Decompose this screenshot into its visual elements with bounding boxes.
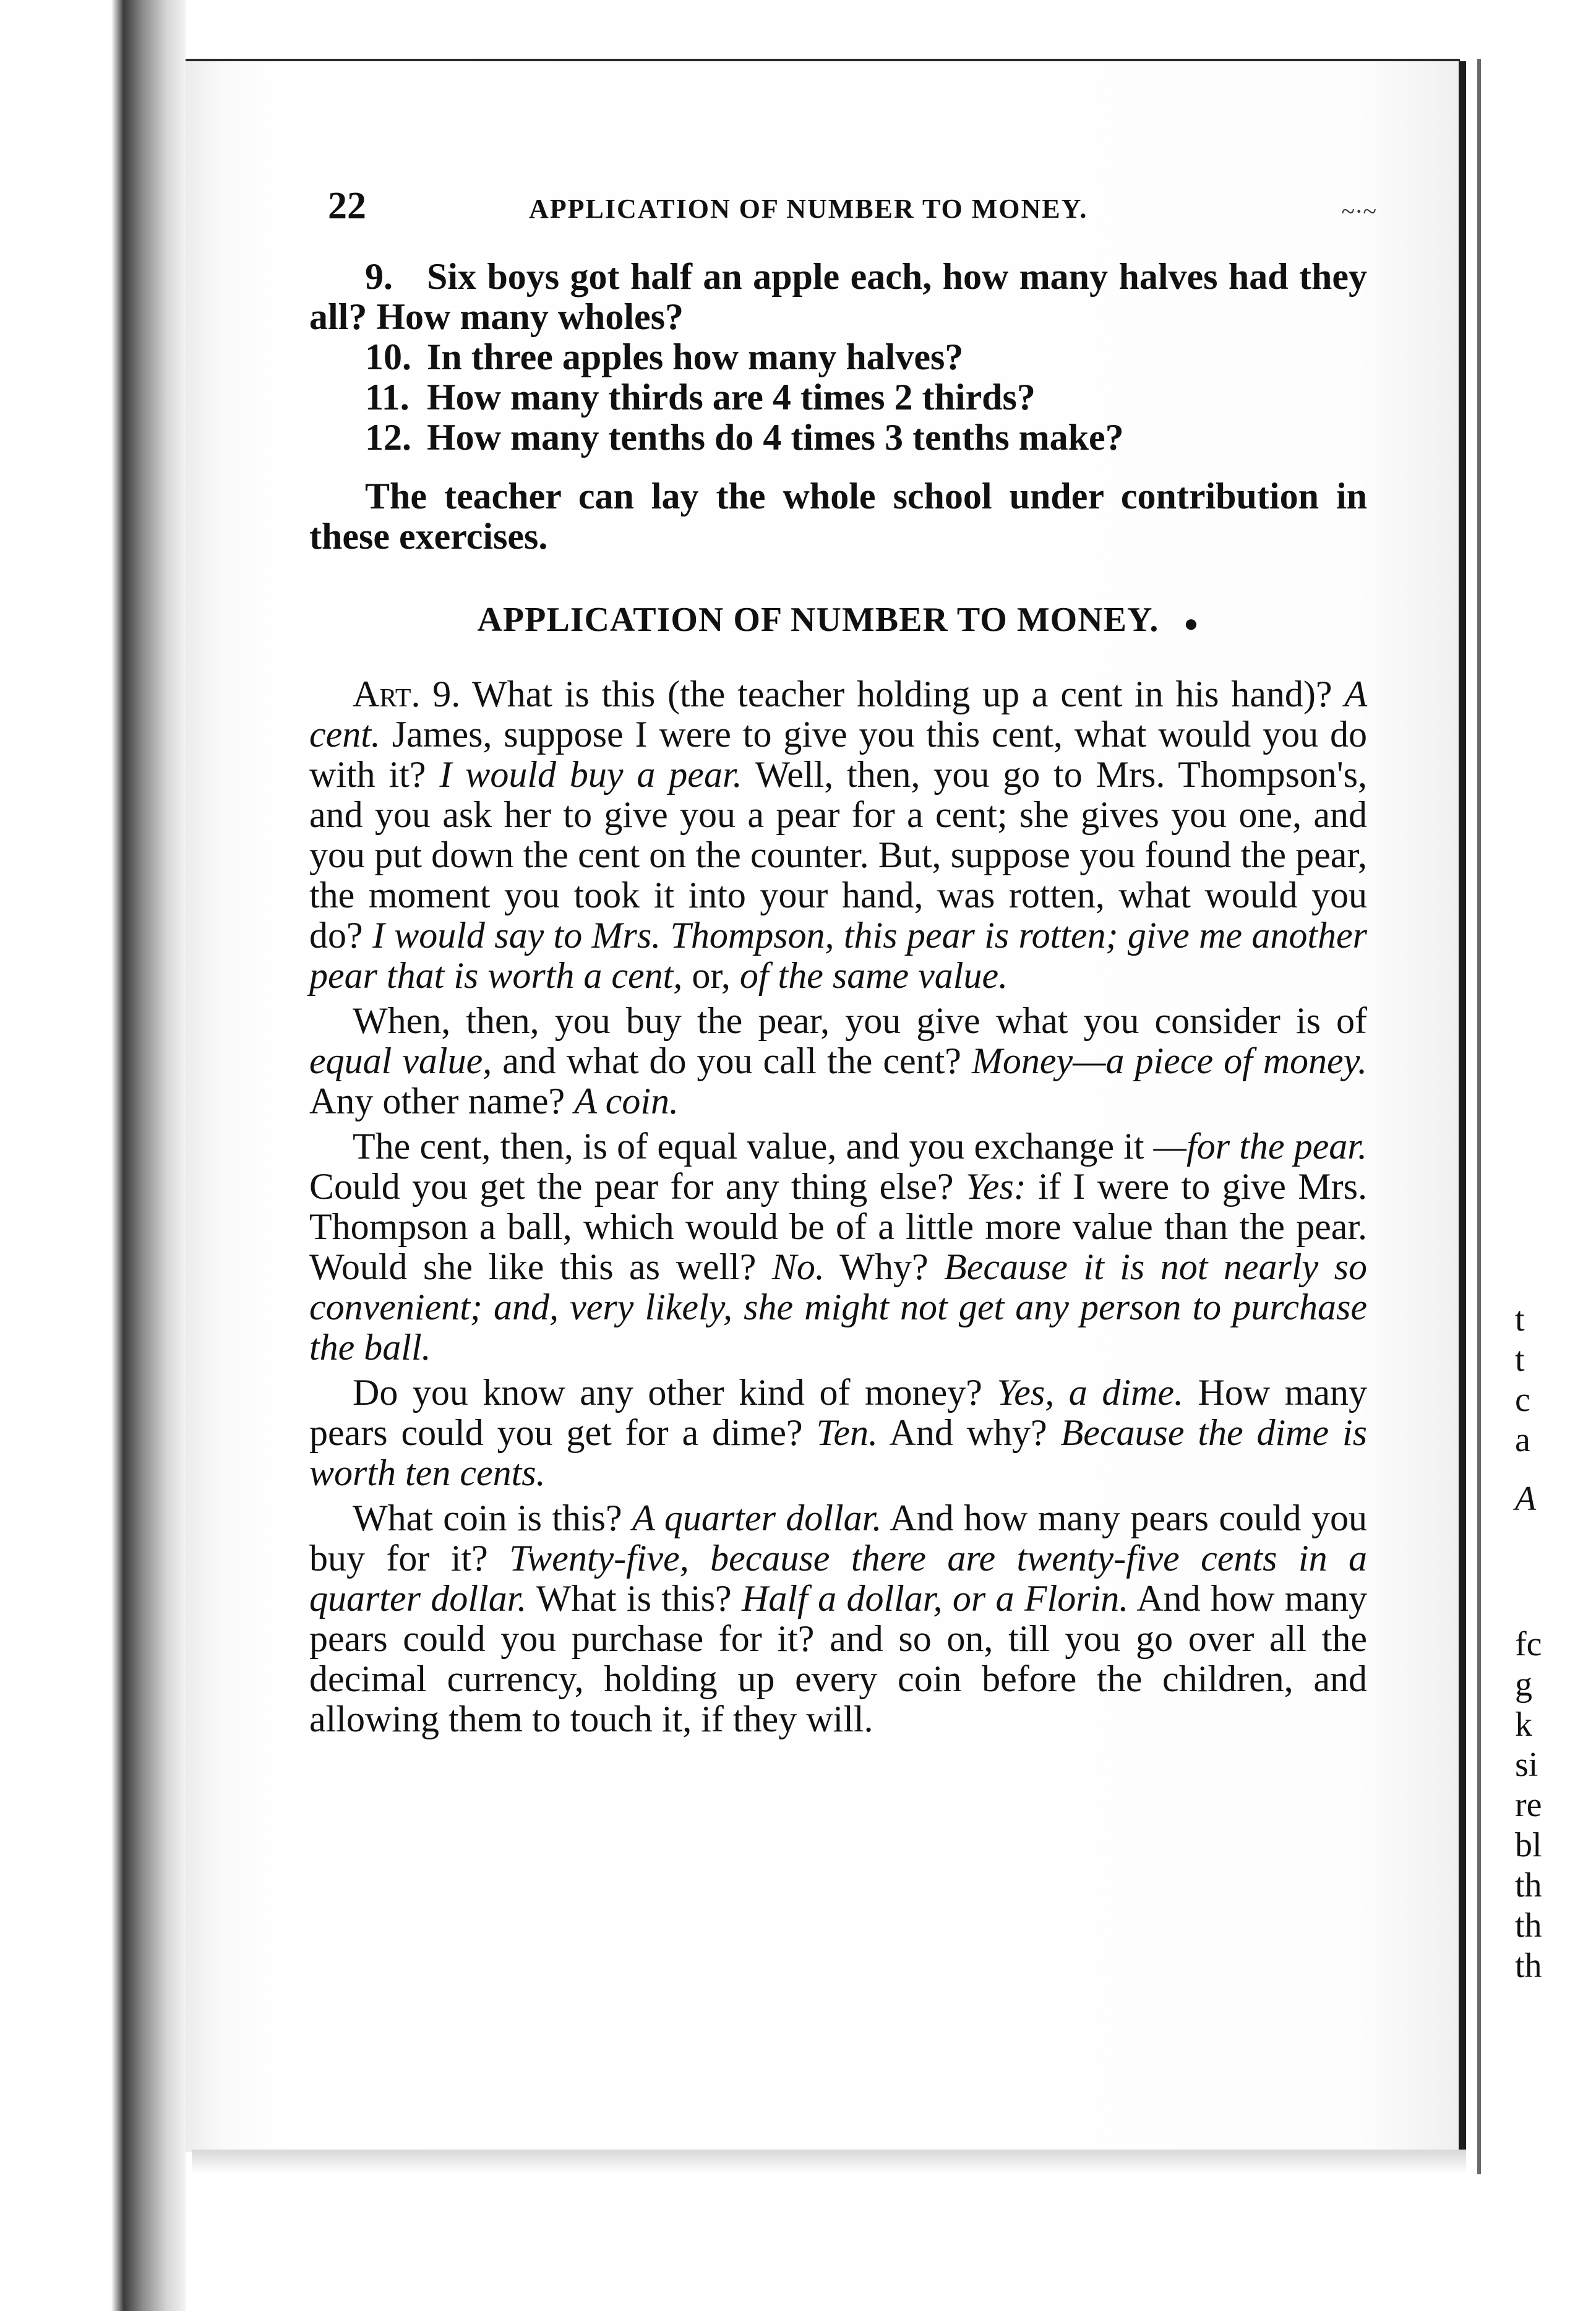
section-heading: APPLICATION OF NUMBER TO MONEY. ● — [477, 601, 1199, 639]
question-9: 9. Six boys got half an apple each, how many halves had they all? How many wholes? — [309, 256, 1367, 337]
paragraph-equal-value: When, then, you buy the pear, you give what you consider is of equal value, and what do you call the cent? Money—a piece of money. Any other name? A coin. — [309, 1000, 1368, 1121]
facing-page-char: fc — [1515, 1625, 1542, 1663]
facing-page-char: k — [1515, 1705, 1532, 1744]
running-title: APPLICATION OF NUMBER TO MONEY. — [529, 194, 1088, 224]
facing-page-char: A — [1515, 1480, 1537, 1518]
facing-page-char: g — [1515, 1665, 1532, 1704]
facing-page-char: t — [1515, 1300, 1525, 1339]
paragraph-exchange: The cent, then, is of equal value, and you exchange it —for the pear. Could you get the pear for any thing else? Yes: if I were to give Mrs. Thompson a ball, which would be of a little more value than the pear. Would she like this as well? No. Why? Because it is not nearly so convenient; and, very likely, she might not get any person to purchase the ball. — [309, 1125, 1367, 1368]
facing-page-char: t — [1515, 1340, 1525, 1379]
page-number: 22 — [328, 185, 366, 227]
paragraph-quarter-dollar: What coin is this? A quarter dollar. And how many pears could you buy for it? Twenty-five, because there are twenty-five cents in a quarter dollar. What is this? Half a dollar, or a Florin. And how many pears could you purchase for it? and so on, till you go over all the decimal currency, holding up every coin before the children, and allowing them to touch it, if they will. — [309, 1497, 1368, 1739]
facing-page-char: si — [1515, 1746, 1538, 1784]
facing-page-char: bl — [1515, 1826, 1542, 1864]
question-12: 12. How many tenths do 4 times 3 tenths make? — [365, 417, 1124, 458]
book-gutter-left — [0, 0, 186, 2311]
facing-page-char: th — [1515, 1906, 1542, 1945]
header-ornament: ~·~ — [1341, 197, 1376, 225]
running-header — [328, 184, 1376, 234]
facing-page-char: c — [1515, 1381, 1530, 1419]
question-10: 10. In three apples how many halves? — [365, 337, 964, 377]
facing-page-char: re — [1515, 1786, 1542, 1824]
facing-page-char: a — [1515, 1421, 1530, 1459]
facing-page-char: th — [1515, 1866, 1542, 1905]
facing-page-edge — [1477, 59, 1596, 2174]
page-bottom-shadow — [192, 2150, 1466, 2174]
facing-page-char: th — [1515, 1947, 1542, 1985]
paragraph-dime: Do you know any other kind of money? Yes, a dime. How many pears could you get for a dime? Ten. And why? Because the dime is worth ten cents. — [309, 1371, 1368, 1493]
page-body — [309, 257, 1367, 1739]
teacher-note: The teacher can lay the whole school under contribution in these exercises. — [309, 476, 1367, 557]
question-11: 11. How many thirds are 4 times 2 thirds? — [365, 377, 1036, 418]
paragraph-art-9: Art. 9. What is this (the teacher holding up a cent in his hand)? A cent. James, suppose I were to give you this cent, what would you do with it? I would buy a pear. Well, then, you go to Mrs. Thompson's, and you ask her to give you a pear for a cent; she gives you one, and you put down the cent on the counter. But, suppose you found the pear, the moment you took it into your hand, was rotten, what would you do? I would say to Mrs. Thompson, this pear is rotten; give me another pear that is worth a cent, or, of the same value. — [309, 673, 1368, 996]
printer-mark: ● — [1183, 609, 1199, 637]
